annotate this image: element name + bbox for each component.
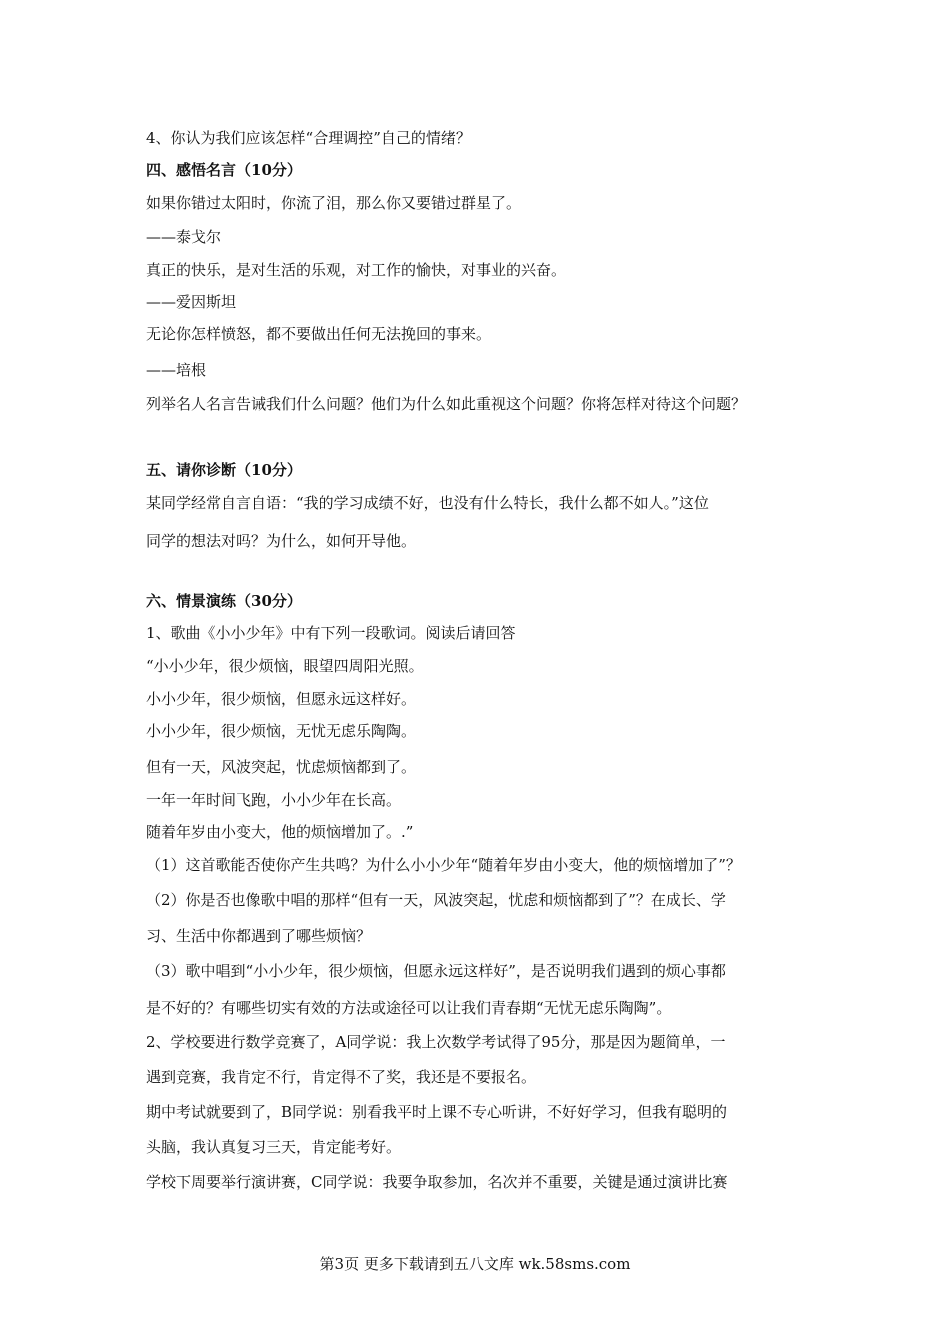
question-4: 4、你认为我们应该怎样“合理调控”自己的情绪？ [146, 129, 471, 147]
lyric-line: 小小少年，很少烦恼，无忧无虑乐陶陶。 [146, 722, 417, 740]
item-2-line-3: 期中考试就要到了，B同学说：别看我平时上课不专心听讲，不好好学习，但我有聪明的 [146, 1103, 728, 1121]
sub-question-1: （1）这首歌能否使你产生共鸣？为什么小小少年“随着年岁由小变大，他的烦恼增加了”？ [146, 856, 741, 874]
item-1-intro: 1、歌曲《小小少年》中有下列一段歌词。阅读后请回答 [146, 624, 516, 642]
section-5-text-2: 同学的想法对吗？为什么，如何开导他。 [146, 532, 417, 550]
quote-3-author: ——培根 [146, 361, 207, 379]
sub-question-3-line-1: （3）歌中唱到“小小少年，很少烦恼，但愿永远这样好”，是否说明我们遇到的烦心事都 [146, 962, 726, 980]
section-6-heading: 六、情景演练（30分） [146, 592, 302, 610]
sub-question-2-line-2: 习、生活中你都遇到了哪些烦恼？ [146, 927, 372, 945]
item-2-line-1: 2、学校要进行数学竞赛了，A同学说：我上次数学考试得了95分，那是因为题简单，一 [146, 1033, 726, 1051]
item-2-line-4: 头脑，我认真复习三天，肯定能考好。 [146, 1138, 402, 1156]
quote-2: 真正的快乐，是对生活的乐观，对工作的愉快，对事业的兴奋。 [146, 261, 567, 279]
quote-1: 如果你错过太阳时，你流了泪，那么你又要错过群星了。 [146, 194, 522, 212]
quote-2-author: ——爱因斯坦 [146, 293, 237, 311]
sub-question-2-line-1: （2）你是否也像歌中唱的那样“但有一天，风波突起，忧虑和烦恼都到了”？在成长、学 [146, 891, 726, 909]
section-5-heading: 五、请你诊断（10分） [146, 461, 302, 479]
item-2-line-5: 学校下周要举行演讲赛，C同学说：我要争取参加，名次并不重要，关键是通过演讲比赛 [146, 1173, 728, 1191]
section-4-heading: 四、感悟名言（10分） [146, 161, 302, 179]
page-footer: 第3页 更多下载请到五八文库 wk.58sms.com [319, 1255, 631, 1273]
lyric-line: “小小少年，很少烦恼，眼望四周阳光照。 [146, 657, 424, 675]
lyric-line: 一年一年时间飞跑，小小少年在长高。 [146, 791, 402, 809]
lyric-line: 但有一天，风波突起，忧虑烦恼都到了。 [146, 758, 417, 776]
sub-question-3-line-2: 是不好的？有哪些切实有效的方法或途径可以让我们青春期“无忧无虑乐陶陶”。 [146, 999, 672, 1017]
quote-3: 无论你怎样愤怒，都不要做出任何无法挽回的事来。 [146, 325, 492, 343]
section-5-text-1: 某同学经常自言自语：“我的学习成绩不好，也没有什么特长，我什么都不如人。”这位 [146, 494, 709, 512]
item-2-line-2: 遇到竞赛，我肯定不行，肯定得不了奖，我还是不要报名。 [146, 1068, 537, 1086]
section-4-question: 列举名人名言告诫我们什么问题？他们为什么如此重视这个问题？你将怎样对待这个问题？ [146, 395, 747, 413]
lyric-line: 随着年岁由小变大，他的烦恼增加了。.” [146, 823, 414, 841]
lyric-line: 小小少年，很少烦恼，但愿永远这样好。 [146, 690, 417, 708]
quote-1-author: ——泰戈尔 [146, 228, 222, 246]
